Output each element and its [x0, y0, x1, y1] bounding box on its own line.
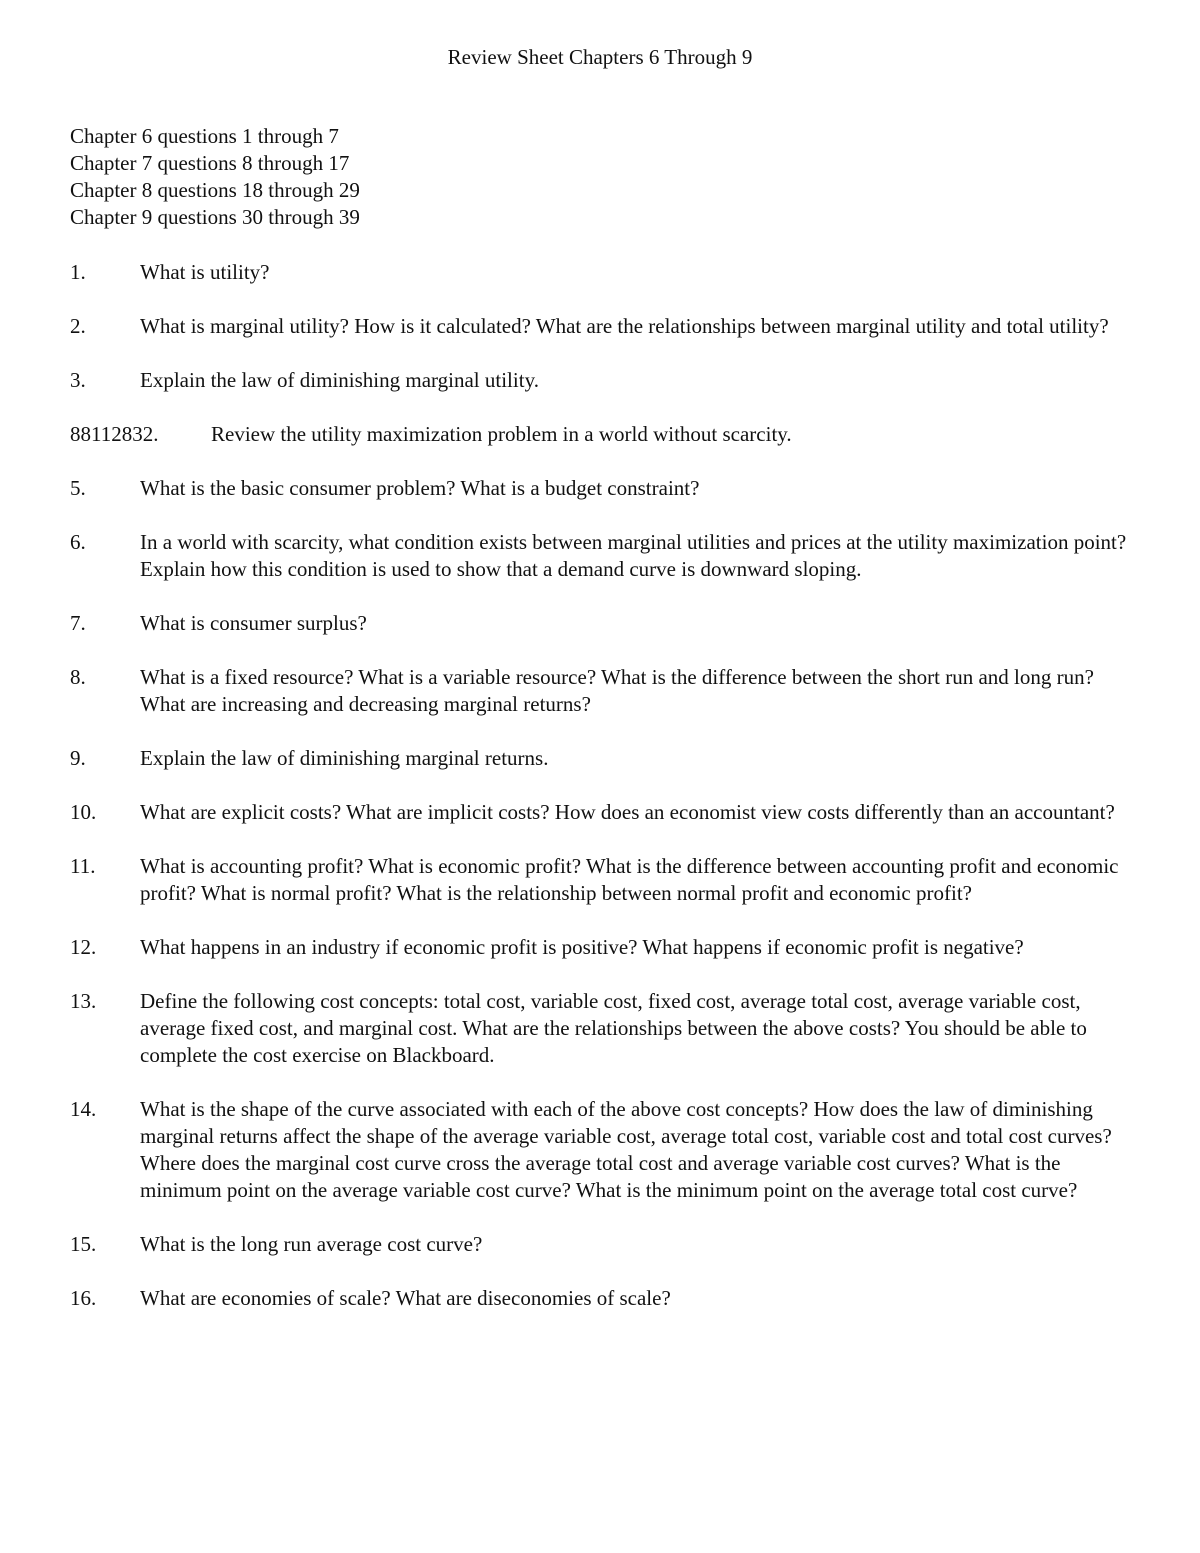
question-text: Explain the law of diminishing marginal returns.: [140, 746, 549, 770]
question-number: 2.: [70, 314, 86, 338]
question-number: 14.: [70, 1097, 97, 1121]
question-number: 7.: [70, 611, 86, 635]
question-number: 5.: [70, 476, 86, 500]
question-text: What is the basic consumer problem? What is a budget constraint?: [140, 476, 700, 500]
question-number: 13.: [70, 989, 97, 1013]
question-item: [70, 1096, 1130, 1204]
question-number: 9.: [70, 746, 86, 770]
question-item: [70, 853, 1130, 907]
question-number: 6.: [70, 530, 86, 554]
question-item: [70, 934, 1130, 961]
question-item: [70, 1285, 1130, 1312]
question-number: 3.: [70, 368, 86, 392]
question-item: [70, 1231, 1130, 1258]
question-item: [70, 745, 1130, 772]
question-text: What is utility?: [140, 260, 270, 284]
question-item: [70, 529, 1130, 583]
question-text: What is the shape of the curve associated with each of the above cost concepts? How does the law of diminishing marginal returns affect the shape of the average variable cost, average total cost, variable cost and total cost curves? Where does the marginal cost curve cross the average total cost and average variable cost curves? What is the minimum point on the average variable cost curve? What is the minimum point on the average total cost curve?: [140, 1097, 1112, 1202]
chapter-line: Chapter 8 questions 18 through 29: [70, 178, 360, 202]
question-text: What is consumer surplus?: [140, 611, 367, 635]
question-item: [70, 259, 1130, 286]
question-number: 8.: [70, 665, 86, 689]
question-item: [70, 799, 1130, 826]
chapter-line: Chapter 9 questions 30 through 39: [70, 205, 360, 229]
question-item: [70, 421, 1130, 448]
question-number: 11.: [70, 854, 96, 878]
question-item: [70, 475, 1130, 502]
question-text: What is the long run average cost curve?: [140, 1232, 483, 1256]
page-title: Review Sheet Chapters 6 Through 9: [447, 45, 753, 69]
question-text: Explain the law of diminishing marginal utility.: [140, 368, 539, 392]
question-text: What is a fixed resource? What is a variable resource? What is the difference between the short run and long run? What are increasing and decreasing marginal returns?: [140, 665, 1094, 716]
question-text: What happens in an industry if economic profit is positive? What happens if economic profit is negative?: [140, 935, 1024, 959]
question-text: In a world with scarcity, what condition exists between marginal utilities and prices at the utility maximization point? Explain how this condition is used to show that a demand curve is downward sloping.: [140, 530, 1127, 581]
question-text: Review the utility maximization problem in a world without scarcity.: [211, 422, 792, 446]
question-item: [70, 313, 1130, 340]
question-text: Define the following cost concepts: total cost, variable cost, fixed cost, average total cost, average variable cost, average fixed cost, and marginal cost. What are the relationships between the above costs? You should be able to complete the cost exercise on Blackboard.: [140, 989, 1087, 1067]
question-item: [70, 664, 1130, 718]
chapter-line: Chapter 6 questions 1 through 7: [70, 124, 339, 148]
question-number: 16.: [70, 1286, 97, 1310]
question-number: 10.: [70, 800, 97, 824]
chapter-line: Chapter 7 questions 8 through 17: [70, 151, 350, 175]
question-text: What are economies of scale? What are diseconomies of scale?: [140, 1286, 671, 1310]
question-text: What are explicit costs? What are implicit costs? How does an economist view costs differently than an accountant?: [140, 800, 1115, 824]
chapter-list: [70, 123, 1130, 231]
question-item: [70, 610, 1130, 637]
question-item: [70, 367, 1130, 394]
question-number: 12.: [70, 935, 97, 959]
question-text: What is marginal utility? How is it calculated? What are the relationships between marginal utility and total utility?: [140, 314, 1109, 338]
question-text: What is accounting profit? What is economic profit? What is the difference between accounting profit and economic profit? What is normal profit? What is the relationship between normal profit and economic profit?: [140, 854, 1119, 905]
question-number: 15.: [70, 1232, 97, 1256]
question-number: 88112832.: [70, 422, 159, 446]
question-number: 1.: [70, 260, 86, 284]
question-list: [70, 259, 1130, 1312]
question-item: [70, 988, 1130, 1069]
